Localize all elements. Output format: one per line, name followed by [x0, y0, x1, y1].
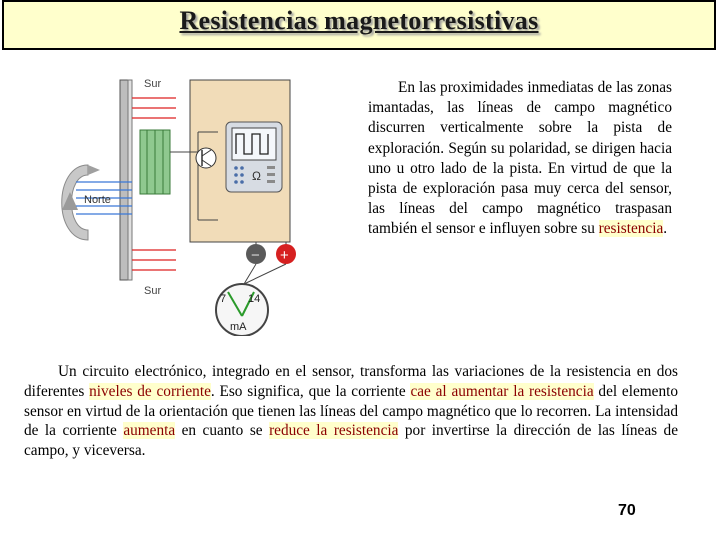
- title-bar: [2, 0, 716, 50]
- transistor-icon: [196, 148, 216, 168]
- svg-text:+: +: [280, 247, 289, 264]
- highlight-aumenta: aumenta: [123, 422, 176, 440]
- highlight-resistencia: resistencia: [598, 220, 664, 238]
- meter-unit: mA: [230, 321, 247, 333]
- plus-terminal: [276, 244, 296, 264]
- label-sur-top: Sur: [144, 78, 162, 90]
- ohm-symbol: Ω: [252, 169, 261, 183]
- page-number: 70: [618, 502, 636, 519]
- field-lines-bottom: [132, 250, 176, 270]
- minus-terminal: [246, 244, 266, 264]
- highlight-niveles: niveles de corriente: [89, 382, 211, 400]
- svg-text:−: −: [251, 247, 260, 264]
- label-sur-bottom: Sur: [144, 285, 162, 297]
- sensor-diagram: [48, 70, 348, 336]
- field-lines-top: [132, 98, 176, 118]
- meter-low-value: 7: [220, 293, 227, 305]
- highlight-cae: cae al aumentar la resistencia: [410, 382, 594, 400]
- encoder-edge: [128, 80, 132, 280]
- highlight-reduce: reduce la resistencia: [269, 422, 399, 440]
- ammeter-icon: [216, 284, 268, 336]
- oscilloscope-icon: [226, 122, 282, 192]
- label-norte: Norte: [84, 194, 111, 206]
- page-title: Resistencias magnetorresistivas: [179, 6, 539, 35]
- paragraph-field-lines: En las proximidades inmediatas de las zonas imantadas, las líneas de campo magnético discurren verticalmente sobre la pista de exploración. Según su polaridad, se dirigen hacia uno u otro lado de la pista. En virtud de que la pista de exploración pasa muy cerca del sensor, las líneas del campo magnético traspasan también el sensor e influyen sobre su resistencia.: [368, 79, 672, 238]
- meter-high-value: 14: [248, 293, 261, 305]
- paragraph-circuit: Un circuito electrónico, integrado en el sensor, transforma las variaciones de la resistencia en dos diferentes niveles de corriente. Eso significa, que la corriente cae al aumentar la resistencia del elemento sensor en virtud de la orientación que tienen las líneas del campo magnético que lo recorren. La intensidad de la corriente aumenta en cuanto se reduce la resistencia por invertirse la dirección de las líneas de campo, y viceversa.: [24, 363, 678, 460]
- encoder-track: [120, 80, 128, 280]
- sensor-element: [140, 130, 170, 194]
